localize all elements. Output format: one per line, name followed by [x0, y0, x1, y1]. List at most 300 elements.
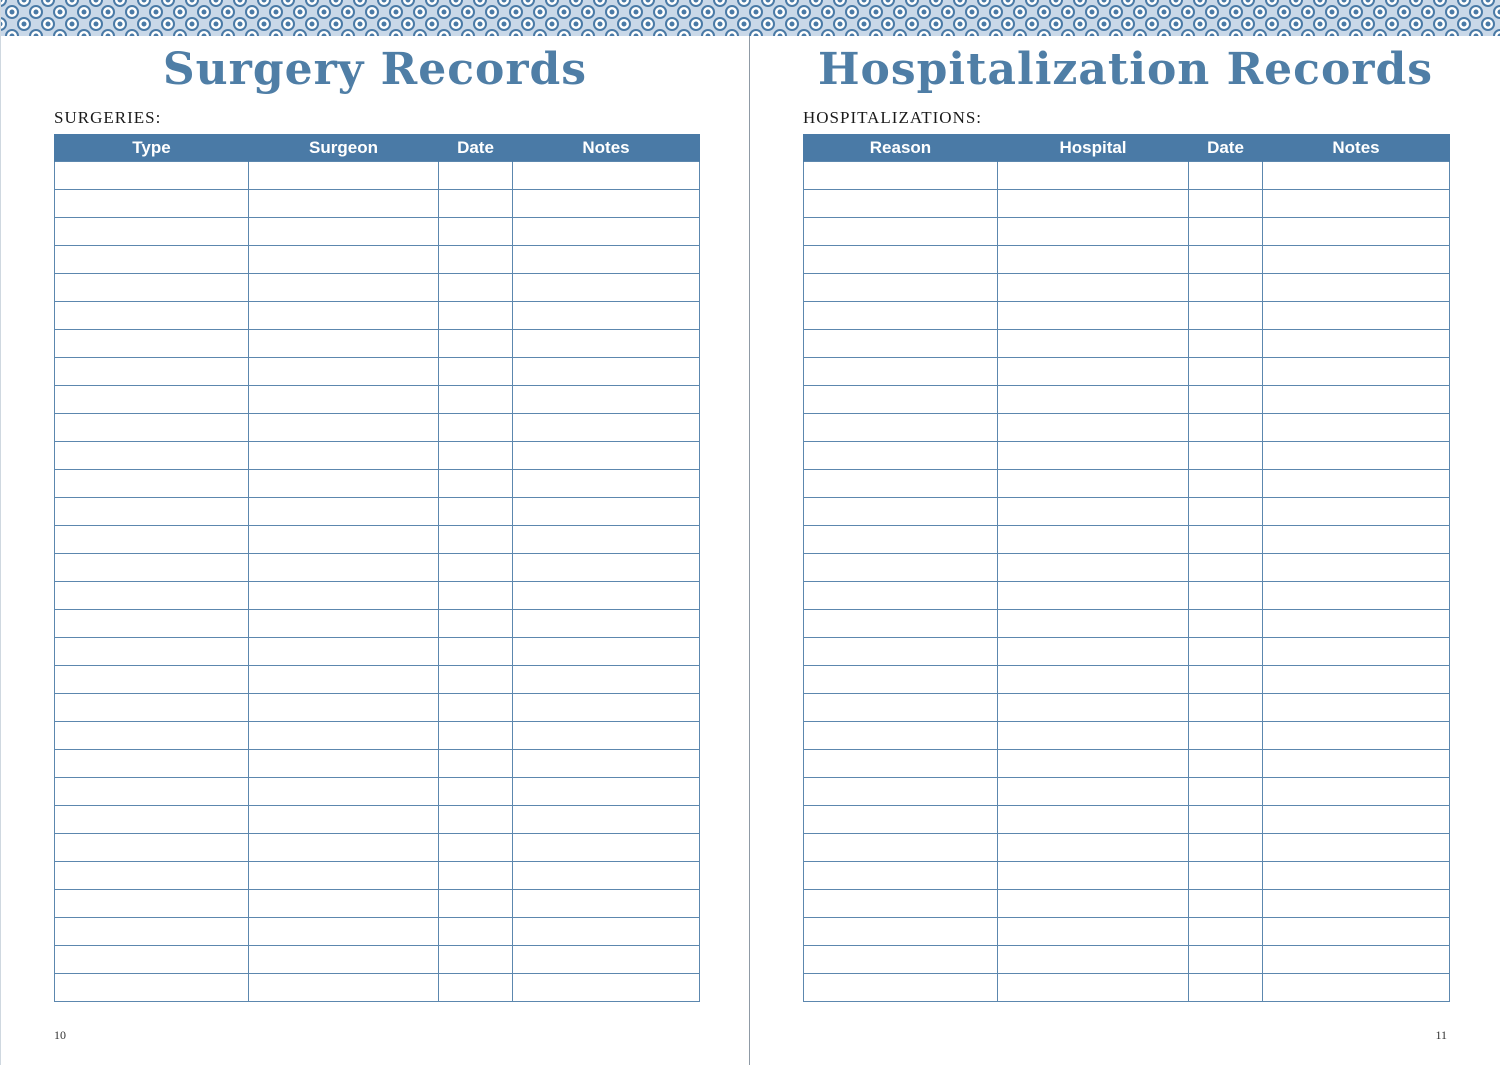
- blank-cell[interactable]: [804, 386, 998, 414]
- blank-cell[interactable]: [1189, 582, 1263, 610]
- table-row: [804, 246, 1450, 274]
- blank-cell[interactable]: [1189, 610, 1263, 638]
- table-row: [804, 414, 1450, 442]
- blank-cell[interactable]: [998, 162, 1189, 190]
- blank-cell[interactable]: [1189, 442, 1263, 470]
- blank-cell[interactable]: [439, 246, 513, 274]
- blank-cell[interactable]: [1263, 526, 1450, 554]
- page-number: 11: [1435, 1028, 1447, 1042]
- blank-cell[interactable]: [249, 442, 439, 470]
- blank-cell[interactable]: [804, 414, 998, 442]
- blank-cell[interactable]: [55, 302, 249, 330]
- blank-cell[interactable]: [513, 302, 700, 330]
- blank-cell[interactable]: [1263, 862, 1450, 890]
- blank-cell[interactable]: [1189, 190, 1263, 218]
- blank-cell[interactable]: [513, 498, 700, 526]
- blank-cell[interactable]: [249, 218, 439, 246]
- blank-cell[interactable]: [513, 162, 700, 190]
- blank-cell[interactable]: [804, 638, 998, 666]
- blank-cell[interactable]: [804, 806, 998, 834]
- blank-cell[interactable]: [1263, 638, 1450, 666]
- blank-cell[interactable]: [513, 638, 700, 666]
- blank-cell[interactable]: [55, 638, 249, 666]
- blank-cell[interactable]: [998, 666, 1189, 694]
- blank-cell[interactable]: [998, 218, 1189, 246]
- table-row: [804, 554, 1450, 582]
- blank-cell[interactable]: [998, 442, 1189, 470]
- blank-cell[interactable]: [804, 302, 998, 330]
- blank-cell[interactable]: [804, 470, 998, 498]
- table-row: [55, 330, 700, 358]
- blank-cell[interactable]: [998, 358, 1189, 386]
- blank-cell[interactable]: [804, 862, 998, 890]
- blank-cell[interactable]: [998, 246, 1189, 274]
- blank-cell[interactable]: [1189, 862, 1263, 890]
- blank-cell[interactable]: [439, 386, 513, 414]
- blank-cell[interactable]: [1263, 274, 1450, 302]
- blank-cell[interactable]: [249, 386, 439, 414]
- blank-cell[interactable]: [998, 806, 1189, 834]
- blank-cell[interactable]: [998, 330, 1189, 358]
- blank-cell[interactable]: [249, 582, 439, 610]
- blank-cell[interactable]: [513, 470, 700, 498]
- hospitalization-records-table: [803, 134, 1450, 1002]
- blank-cell[interactable]: [804, 554, 998, 582]
- blank-cell[interactable]: [439, 274, 513, 302]
- blank-cell[interactable]: [55, 386, 249, 414]
- table-row: [804, 526, 1450, 554]
- blank-cell[interactable]: [1263, 806, 1450, 834]
- blank-cell[interactable]: [513, 330, 700, 358]
- table-row: [804, 610, 1450, 638]
- blank-cell[interactable]: [439, 862, 513, 890]
- table-row: [804, 862, 1450, 890]
- table-row: [55, 638, 700, 666]
- blank-cell[interactable]: [998, 694, 1189, 722]
- page-number: 10: [54, 1028, 66, 1042]
- blank-cell[interactable]: [998, 274, 1189, 302]
- table-row: [804, 302, 1450, 330]
- blank-cell[interactable]: [998, 750, 1189, 778]
- blank-cell[interactable]: [55, 190, 249, 218]
- blank-cell[interactable]: [249, 806, 439, 834]
- blank-cell[interactable]: [1189, 974, 1263, 1002]
- blank-cell[interactable]: [1189, 358, 1263, 386]
- blank-cell[interactable]: [439, 358, 513, 386]
- blank-cell[interactable]: [439, 414, 513, 442]
- blank-cell[interactable]: [1263, 778, 1450, 806]
- column-header: Date: [1189, 134, 1263, 162]
- blank-cell[interactable]: [804, 274, 998, 302]
- blank-cell[interactable]: [513, 806, 700, 834]
- blank-cell[interactable]: [249, 162, 439, 190]
- blank-cell[interactable]: [998, 890, 1189, 918]
- blank-cell[interactable]: [55, 862, 249, 890]
- blank-cell[interactable]: [55, 554, 249, 582]
- blank-cell[interactable]: [249, 498, 439, 526]
- blank-cell[interactable]: [439, 974, 513, 1002]
- blank-cell[interactable]: [439, 722, 513, 750]
- blank-cell[interactable]: [804, 946, 998, 974]
- blank-cell[interactable]: [249, 694, 439, 722]
- blank-cell[interactable]: [55, 162, 249, 190]
- blank-cell[interactable]: [249, 666, 439, 694]
- blank-cell[interactable]: [804, 890, 998, 918]
- blank-cell[interactable]: [55, 946, 249, 974]
- blank-cell[interactable]: [249, 778, 439, 806]
- blank-cell[interactable]: [55, 890, 249, 918]
- table-row: [804, 498, 1450, 526]
- right-page: [751, 0, 1500, 1065]
- blank-cell[interactable]: [249, 554, 439, 582]
- blank-cell[interactable]: [249, 974, 439, 1002]
- blank-cell[interactable]: [439, 834, 513, 862]
- blank-cell[interactable]: [439, 610, 513, 638]
- blank-cell[interactable]: [439, 918, 513, 946]
- blank-cell[interactable]: [439, 638, 513, 666]
- blank-cell[interactable]: [249, 246, 439, 274]
- blank-cell[interactable]: [55, 610, 249, 638]
- blank-cell[interactable]: [55, 414, 249, 442]
- table-row: [55, 722, 700, 750]
- blank-cell[interactable]: [513, 554, 700, 582]
- table-header-row: [55, 134, 700, 162]
- blank-cell[interactable]: [804, 918, 998, 946]
- blank-cell[interactable]: [55, 778, 249, 806]
- blank-cell[interactable]: [513, 582, 700, 610]
- blank-cell[interactable]: [1263, 246, 1450, 274]
- blank-cell[interactable]: [998, 414, 1189, 442]
- blank-cell[interactable]: [998, 918, 1189, 946]
- blank-cell[interactable]: [55, 722, 249, 750]
- blank-cell[interactable]: [55, 358, 249, 386]
- blank-cell[interactable]: [249, 638, 439, 666]
- blank-cell[interactable]: [1189, 946, 1263, 974]
- blank-cell[interactable]: [1263, 442, 1450, 470]
- table-row: [55, 414, 700, 442]
- blank-cell[interactable]: [1263, 834, 1450, 862]
- column-header: Reason: [804, 134, 998, 162]
- blank-cell[interactable]: [804, 974, 998, 1002]
- blank-cell[interactable]: [1189, 330, 1263, 358]
- table-row: [804, 974, 1450, 1002]
- blank-cell[interactable]: [998, 862, 1189, 890]
- table-row: [55, 890, 700, 918]
- table-row: [55, 694, 700, 722]
- blank-cell[interactable]: [513, 918, 700, 946]
- table-row: [55, 274, 700, 302]
- blank-cell[interactable]: [513, 694, 700, 722]
- blank-cell[interactable]: [439, 694, 513, 722]
- blank-cell[interactable]: [1263, 162, 1450, 190]
- blank-cell[interactable]: [804, 498, 998, 526]
- table-row: [804, 946, 1450, 974]
- blank-cell[interactable]: [998, 834, 1189, 862]
- blank-cell[interactable]: [1189, 554, 1263, 582]
- blank-cell[interactable]: [998, 946, 1189, 974]
- blank-cell[interactable]: [55, 666, 249, 694]
- blank-cell[interactable]: [998, 722, 1189, 750]
- blank-cell[interactable]: [1189, 834, 1263, 862]
- blank-cell[interactable]: [249, 834, 439, 862]
- blank-cell[interactable]: [513, 750, 700, 778]
- blank-cell[interactable]: [804, 834, 998, 862]
- blank-cell[interactable]: [439, 470, 513, 498]
- blank-cell[interactable]: [513, 778, 700, 806]
- blank-cell[interactable]: [804, 750, 998, 778]
- blank-cell[interactable]: [439, 498, 513, 526]
- blank-cell[interactable]: [1189, 806, 1263, 834]
- blank-cell[interactable]: [439, 582, 513, 610]
- blank-cell[interactable]: [1263, 946, 1450, 974]
- blank-cell[interactable]: [1189, 778, 1263, 806]
- blank-cell[interactable]: [439, 806, 513, 834]
- table-row: [55, 582, 700, 610]
- table-row: [804, 806, 1450, 834]
- table-row: [55, 610, 700, 638]
- blank-cell[interactable]: [513, 610, 700, 638]
- table-row: [55, 750, 700, 778]
- table-row: [804, 666, 1450, 694]
- blank-cell[interactable]: [513, 358, 700, 386]
- blank-cell[interactable]: [998, 638, 1189, 666]
- blank-cell[interactable]: [249, 890, 439, 918]
- blank-cell[interactable]: [1189, 638, 1263, 666]
- blank-cell[interactable]: [804, 778, 998, 806]
- blank-cell[interactable]: [439, 330, 513, 358]
- blank-cell[interactable]: [249, 722, 439, 750]
- blank-cell[interactable]: [804, 162, 998, 190]
- blank-cell[interactable]: [55, 442, 249, 470]
- blank-cell[interactable]: [513, 386, 700, 414]
- blank-cell[interactable]: [249, 302, 439, 330]
- blank-cell[interactable]: [249, 358, 439, 386]
- blank-cell[interactable]: [439, 778, 513, 806]
- blank-cell[interactable]: [1263, 722, 1450, 750]
- blank-cell[interactable]: [804, 358, 998, 386]
- blank-cell[interactable]: [1189, 918, 1263, 946]
- table-row: [55, 554, 700, 582]
- table-row: [804, 330, 1450, 358]
- blank-cell[interactable]: [513, 442, 700, 470]
- blank-cell[interactable]: [55, 498, 249, 526]
- blank-cell[interactable]: [1263, 190, 1450, 218]
- blank-cell[interactable]: [439, 946, 513, 974]
- blank-cell[interactable]: [439, 666, 513, 694]
- table-row: [804, 218, 1450, 246]
- blank-cell[interactable]: [804, 218, 998, 246]
- blank-cell[interactable]: [249, 330, 439, 358]
- blank-cell[interactable]: [1263, 386, 1450, 414]
- blank-cell[interactable]: [513, 890, 700, 918]
- blank-cell[interactable]: [55, 330, 249, 358]
- blank-cell[interactable]: [1189, 274, 1263, 302]
- table-row: [804, 274, 1450, 302]
- table-body: [55, 162, 700, 1002]
- table-row: [804, 358, 1450, 386]
- blank-cell[interactable]: [998, 190, 1189, 218]
- blank-cell[interactable]: [439, 554, 513, 582]
- page-title: Hospitalization Records: [817, 44, 1434, 95]
- blank-cell[interactable]: [249, 414, 439, 442]
- blank-cell[interactable]: [1263, 358, 1450, 386]
- blank-cell[interactable]: [1263, 218, 1450, 246]
- blank-cell[interactable]: [1263, 610, 1450, 638]
- blank-cell[interactable]: [1189, 666, 1263, 694]
- blank-cell[interactable]: [55, 526, 249, 554]
- blank-cell[interactable]: [513, 946, 700, 974]
- blank-cell[interactable]: [513, 414, 700, 442]
- blank-cell[interactable]: [1263, 498, 1450, 526]
- blank-cell[interactable]: [998, 526, 1189, 554]
- blank-cell[interactable]: [55, 274, 249, 302]
- blank-cell[interactable]: [513, 190, 700, 218]
- table-row: [804, 694, 1450, 722]
- blank-cell[interactable]: [1263, 302, 1450, 330]
- blank-cell[interactable]: [804, 694, 998, 722]
- table-row: [55, 498, 700, 526]
- blank-cell[interactable]: [1263, 554, 1450, 582]
- blank-cell[interactable]: [998, 554, 1189, 582]
- table-row: [55, 162, 700, 190]
- blank-cell[interactable]: [998, 974, 1189, 1002]
- blank-cell[interactable]: [1263, 974, 1450, 1002]
- blank-cell[interactable]: [1189, 470, 1263, 498]
- blank-cell[interactable]: [513, 526, 700, 554]
- left-page: [0, 0, 749, 1065]
- blank-cell[interactable]: [513, 274, 700, 302]
- blank-cell[interactable]: [1263, 330, 1450, 358]
- table-row: [804, 918, 1450, 946]
- column-header: Type: [55, 134, 249, 162]
- blank-cell[interactable]: [1189, 722, 1263, 750]
- blank-cell[interactable]: [998, 302, 1189, 330]
- table-row: [55, 526, 700, 554]
- blank-cell[interactable]: [249, 526, 439, 554]
- table-row: [55, 946, 700, 974]
- blank-cell[interactable]: [1263, 414, 1450, 442]
- blank-cell[interactable]: [439, 190, 513, 218]
- blank-cell[interactable]: [513, 218, 700, 246]
- blank-cell[interactable]: [55, 750, 249, 778]
- blank-cell[interactable]: [513, 246, 700, 274]
- blank-cell[interactable]: [249, 750, 439, 778]
- blank-cell[interactable]: [55, 582, 249, 610]
- blank-cell[interactable]: [804, 442, 998, 470]
- blank-cell[interactable]: [439, 162, 513, 190]
- blank-cell[interactable]: [55, 806, 249, 834]
- column-header: Hospital: [998, 134, 1189, 162]
- blank-cell[interactable]: [249, 274, 439, 302]
- blank-cell[interactable]: [1263, 750, 1450, 778]
- table-row: [55, 190, 700, 218]
- blank-cell[interactable]: [1263, 666, 1450, 694]
- blank-cell[interactable]: [804, 722, 998, 750]
- blank-cell[interactable]: [439, 218, 513, 246]
- table-row: [804, 638, 1450, 666]
- blank-cell[interactable]: [249, 610, 439, 638]
- blank-cell[interactable]: [513, 834, 700, 862]
- blank-cell[interactable]: [998, 778, 1189, 806]
- blank-cell[interactable]: [804, 190, 998, 218]
- table-body: [804, 162, 1450, 1002]
- blank-cell[interactable]: [1189, 302, 1263, 330]
- blank-cell[interactable]: [804, 526, 998, 554]
- blank-cell[interactable]: [249, 946, 439, 974]
- table-header-row: [804, 134, 1450, 162]
- blank-cell[interactable]: [998, 470, 1189, 498]
- table-row: [804, 582, 1450, 610]
- blank-cell[interactable]: [804, 582, 998, 610]
- table-row: [55, 806, 700, 834]
- blank-cell[interactable]: [513, 722, 700, 750]
- blank-cell[interactable]: [249, 918, 439, 946]
- blank-cell[interactable]: [1189, 162, 1263, 190]
- table-row: [55, 358, 700, 386]
- blank-cell[interactable]: [439, 302, 513, 330]
- blank-cell[interactable]: [804, 330, 998, 358]
- table-row: [55, 862, 700, 890]
- blank-cell[interactable]: [55, 974, 249, 1002]
- blank-cell[interactable]: [439, 750, 513, 778]
- blank-cell[interactable]: [1263, 890, 1450, 918]
- blank-cell[interactable]: [1263, 582, 1450, 610]
- table-row: [804, 778, 1450, 806]
- blank-cell[interactable]: [55, 694, 249, 722]
- blank-cell[interactable]: [249, 470, 439, 498]
- table-row: [804, 162, 1450, 190]
- blank-cell[interactable]: [55, 470, 249, 498]
- blank-cell[interactable]: [1189, 694, 1263, 722]
- table-row: [55, 834, 700, 862]
- blank-cell[interactable]: [439, 526, 513, 554]
- blank-cell[interactable]: [998, 386, 1189, 414]
- blank-cell[interactable]: [1189, 218, 1263, 246]
- blank-cell[interactable]: [55, 918, 249, 946]
- blank-cell[interactable]: [1189, 750, 1263, 778]
- blank-cell[interactable]: [513, 666, 700, 694]
- section-label: SURGERIES:: [54, 108, 162, 127]
- blank-cell[interactable]: [1189, 414, 1263, 442]
- blank-cell[interactable]: [1189, 246, 1263, 274]
- table-row: [55, 778, 700, 806]
- blank-cell[interactable]: [1189, 890, 1263, 918]
- blank-cell[interactable]: [998, 610, 1189, 638]
- blank-cell[interactable]: [998, 582, 1189, 610]
- blank-cell[interactable]: [804, 666, 998, 694]
- blank-cell[interactable]: [1263, 694, 1450, 722]
- blank-cell[interactable]: [1189, 498, 1263, 526]
- blank-cell[interactable]: [55, 246, 249, 274]
- blank-cell[interactable]: [1263, 470, 1450, 498]
- blank-cell[interactable]: [55, 218, 249, 246]
- blank-cell[interactable]: [513, 862, 700, 890]
- surgery-records-table: [54, 134, 700, 1002]
- blank-cell[interactable]: [804, 246, 998, 274]
- blank-cell[interactable]: [1189, 526, 1263, 554]
- blank-cell[interactable]: [249, 190, 439, 218]
- blank-cell[interactable]: [1189, 386, 1263, 414]
- blank-cell[interactable]: [804, 610, 998, 638]
- blank-cell[interactable]: [439, 890, 513, 918]
- blank-cell[interactable]: [1263, 918, 1450, 946]
- blank-cell[interactable]: [513, 974, 700, 1002]
- table-row: [55, 974, 700, 1002]
- blank-cell[interactable]: [249, 862, 439, 890]
- blank-cell[interactable]: [439, 442, 513, 470]
- blank-cell[interactable]: [55, 834, 249, 862]
- blank-cell[interactable]: [998, 498, 1189, 526]
